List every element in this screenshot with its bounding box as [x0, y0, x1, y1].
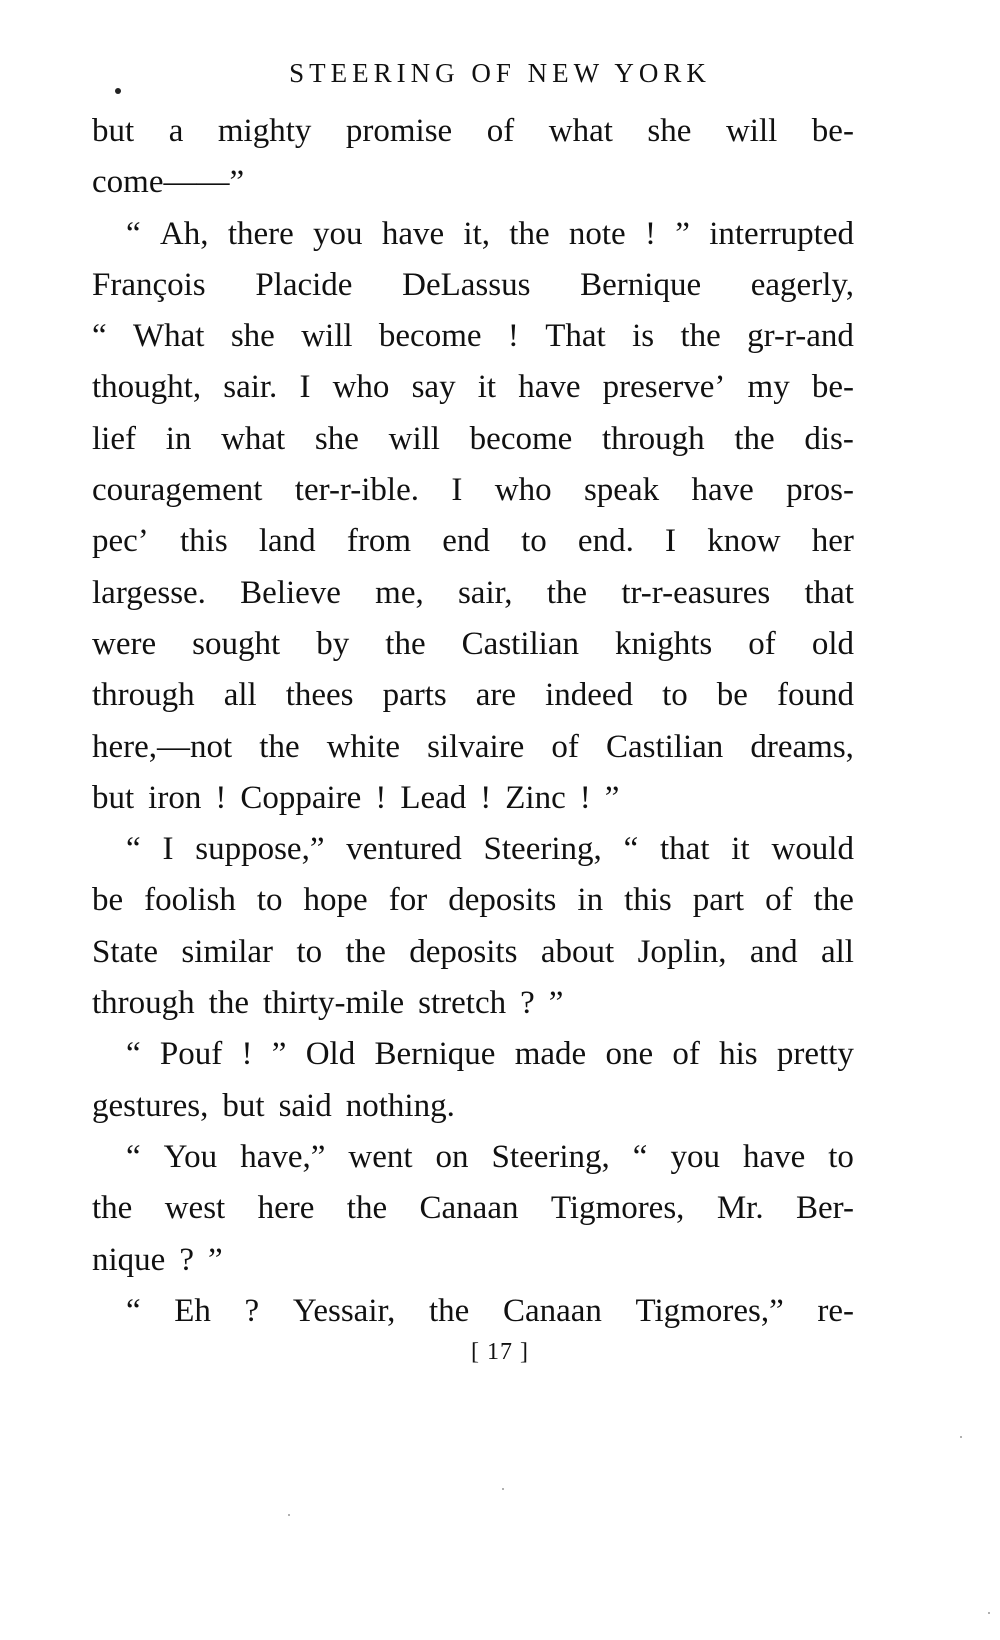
body-text: [92, 106, 854, 1337]
text-line: State similar to the deposits about Joplin, and all: [92, 933, 854, 970]
text-line: but iron ! Coppaire ! Lead ! Zinc ! ”: [92, 779, 620, 816]
text-line: François Placide DeLassus Bernique eagerly,: [92, 266, 854, 303]
paper-speck: [960, 1436, 962, 1438]
text-line: “ Eh ? Yessair, the Canaan Tigmores,” re-: [126, 1292, 854, 1329]
text-line: were sought by the Castilian knights of old: [92, 625, 854, 662]
text-line: “ Pouf ! ” Old Bernique made one of his pretty: [126, 1036, 854, 1073]
text-line: through the thirty-mile stretch ? ”: [92, 985, 564, 1022]
text-line: but a mighty promise of what she will be-: [92, 113, 854, 149]
paper-speck: [288, 1514, 290, 1516]
text-line: the west here the Canaan Tigmores, Mr. Ber-: [92, 1190, 854, 1227]
text-line: “ You have,” went on Steering, “ you have to: [126, 1138, 854, 1175]
text-line: pec’ this land from end to end. I know her: [92, 523, 854, 560]
paper-speck: [988, 1612, 990, 1614]
text-line: through all thees parts are indeed to be found: [92, 677, 854, 714]
text-line: largesse. Believe me, sair, the tr-r-easures that: [92, 574, 854, 611]
text-line: nique ? ”: [92, 1241, 223, 1278]
text-line: thought, sair. I who say it have preserve’ my be-: [92, 369, 854, 406]
text-line: couragement ter-r-ible. I who speak have pros-: [92, 472, 854, 509]
text-line: be foolish to hope for deposits in this part of the: [92, 882, 854, 919]
text-line: “ Ah, there you have it, the note ! ” interrupted: [126, 215, 854, 252]
text-line: “ I suppose,” ventured Steering, “ that it would: [126, 831, 854, 868]
text-line: lief in what she will become through the dis-: [92, 420, 854, 457]
page-number: [ 17 ]: [471, 1339, 529, 1365]
running-head: STEERING OF NEW YORK: [289, 58, 711, 88]
text-line: “ What she will become ! That is the gr-r-and: [92, 318, 854, 355]
text-line: here,—not the white silvaire of Castilian dreams,: [92, 728, 854, 765]
paper-speck: [502, 1488, 504, 1490]
text-line: come——”: [92, 164, 245, 201]
text-line: gestures, but said nothing.: [92, 1087, 455, 1124]
